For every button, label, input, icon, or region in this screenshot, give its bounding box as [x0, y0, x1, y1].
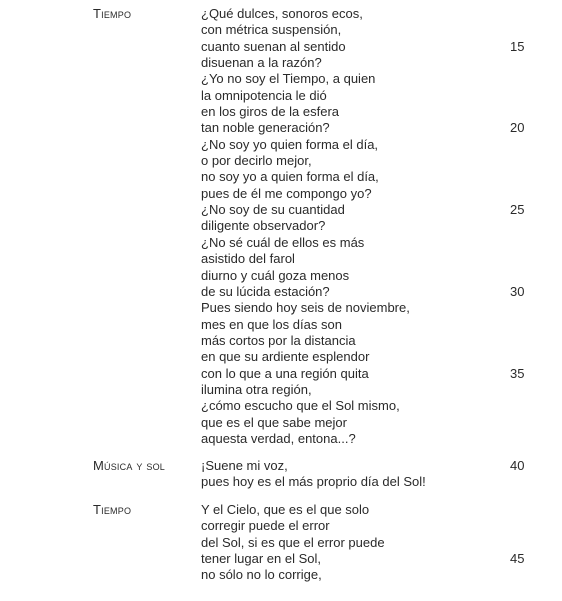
verse-line [201, 458, 525, 474]
verse-text: ilumina otra región, [201, 381, 312, 397]
verse-line [201, 283, 525, 300]
verse-line [201, 251, 501, 267]
verse-lines [201, 458, 525, 491]
verse-line [201, 300, 501, 316]
verse-text: corregir puede el error [201, 518, 330, 534]
verse-line [201, 137, 501, 153]
verse-text: diligente observador? [201, 218, 326, 234]
line-number: 40 [510, 458, 525, 473]
verse-text: en los giros de la esfera [201, 104, 340, 120]
verse-line [201, 398, 501, 414]
verse-line [201, 169, 501, 185]
verse-text: no soy yo a quien forma el día, [201, 169, 379, 185]
verse-line [201, 474, 501, 490]
verse-text: en que su ardiente esplendor [201, 349, 370, 365]
verse-text: con métrica suspensión, [201, 22, 342, 38]
verse-line [201, 38, 525, 55]
verse-line [201, 382, 501, 398]
verse-text: del Sol, si es que el error puede [201, 534, 385, 550]
verse-line [201, 431, 501, 447]
verse-text: disuenan a la razón? [201, 55, 322, 71]
verse-text: diurno y cuál goza menos [201, 267, 350, 283]
verse-line [201, 535, 501, 551]
verse-text: mes en que los días son [201, 316, 342, 332]
speaker-name: Música y sol [93, 458, 165, 473]
verse-text: Y el Cielo, que es el que solo [201, 502, 370, 517]
verse-text: ¿Yo no soy el Tiempo, a quien [201, 71, 376, 87]
verse-line [201, 202, 525, 218]
verse-text: cuanto suenan al sentido [201, 38, 346, 54]
line-number: 45 [510, 551, 525, 567]
verse-line [201, 365, 525, 382]
line-number: 15 [510, 38, 525, 54]
verse-text: aquesta verdad, entona...? [201, 430, 356, 446]
verse-text: que es el que sabe mejor [201, 414, 347, 430]
line-number: 35 [510, 365, 525, 381]
verse-text: de su lúcida estación? [201, 283, 330, 299]
verse-lines [201, 502, 525, 584]
verse-line [201, 218, 501, 234]
line-number: 20 [510, 120, 525, 136]
verse-text: ¿No soy yo quien forma el día, [201, 136, 379, 152]
verse-lines [201, 6, 525, 447]
verse-text: más cortos por la distancia [201, 332, 356, 348]
verse-line [201, 120, 525, 136]
verse-text: o por decirlo mejor, [201, 153, 312, 169]
verse-text: Pues siendo hoy seis de noviembre, [201, 300, 410, 316]
verse-text: pues de él me compongo yo? [201, 185, 372, 201]
verse-line [201, 22, 501, 38]
verse-line [201, 333, 501, 349]
verse-line [201, 55, 501, 71]
verse-text: ¡Suene mi voz, [201, 458, 288, 473]
verse-text: ¿Qué dulces, sonoros ecos, [201, 6, 363, 21]
verse-line [201, 502, 501, 518]
verse-line [201, 551, 525, 567]
verse-line [201, 71, 501, 87]
verse-line [201, 268, 501, 284]
verse-line [201, 186, 501, 202]
verse-text: tener lugar en el Sol, [201, 551, 321, 567]
verse-text: no sólo no lo corrige, [201, 567, 322, 583]
verse-line [201, 235, 501, 251]
verse-text: con lo que a una región quita [201, 365, 369, 381]
verse-line [201, 104, 501, 120]
verse-text: pues hoy es el más proprio día del Sol! [201, 474, 426, 490]
verse-text: asistido del farol [201, 251, 295, 267]
verse-line [201, 6, 501, 22]
verse-line [201, 518, 501, 534]
line-number: 30 [510, 283, 525, 299]
verse-line [201, 88, 501, 104]
verse-line [201, 567, 501, 583]
verse-line [201, 317, 501, 333]
verse-text: ¿No sé cuál de ellos es más [201, 234, 365, 250]
speaker-name: Tiempo [93, 502, 132, 517]
verse-text: ¿No soy de su cuantidad [201, 202, 345, 218]
verse-text: la omnipotencia le dió [201, 87, 327, 103]
speaker-name: Tiempo [93, 6, 132, 21]
verse-text: ¿cómo escucho que el Sol mismo, [201, 398, 400, 414]
verse-text: tan noble generación? [201, 120, 330, 136]
line-number: 25 [510, 202, 525, 218]
verse-line [201, 415, 501, 431]
verse-line [201, 349, 501, 365]
verse-line [201, 153, 501, 169]
